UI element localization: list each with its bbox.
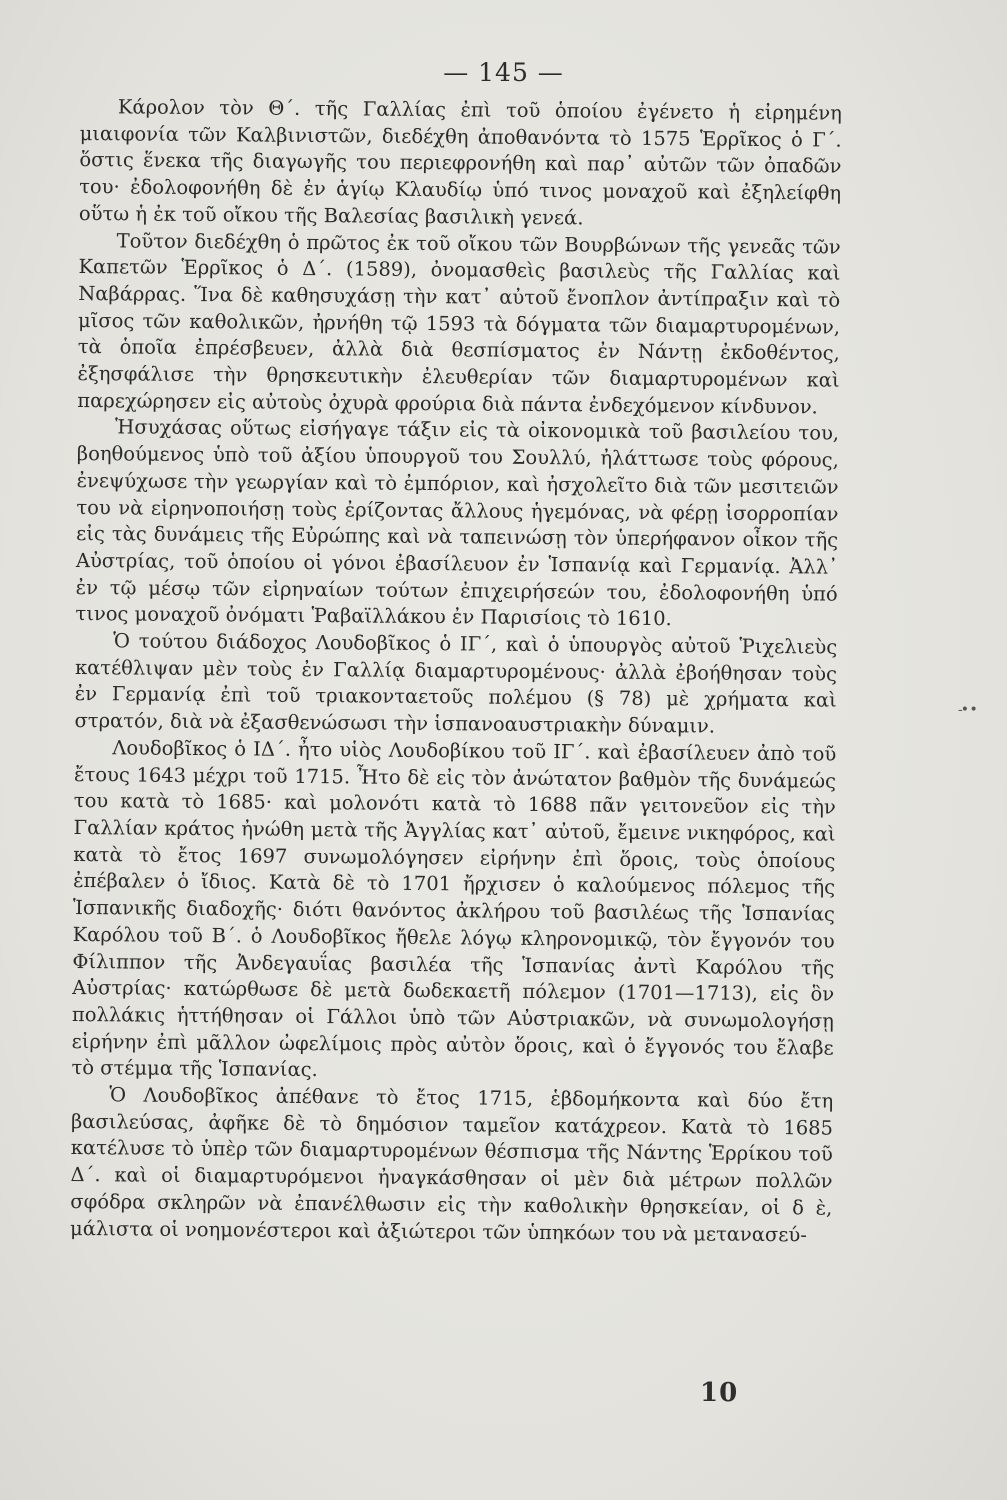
paragraph-6: Ὁ Λουδοβῖκος ἀπέθανε τὸ ἔτος 1715, ἑβδομήκοντα καὶ δύο ἔτη βασιλεύσας, ἀφῆκε δὲ τὸ δημόσιον ταμεῖον κατάχρεον. Κατὰ τὸ 1685 κατέλυσε τὸ ὑπὲρ τῶν διαμαρτυρομένων θέσπισμα τῆς Νάντης Ἑρρίκου τοῦ Δ΄. καὶ οἱ διαμαρτυρόμενοι ἠναγκάσθησαν οἱ μὲν διὰ μέτρων πολλῶν σφόδρα σκληρῶν νὰ ἐπανέλθωσιν εἰς τὴν καθολικὴν θρησκείαν, οἱ δ ὲ, μάλιστα οἱ νοημονέστεροι καὶ ἀξιώτεροι τῶν ὑπηκόων του νὰ μετανασεύ- [70,1083,834,1246]
paragraph-2: Τοῦτον διεδέχθη ὁ πρῶτος ἐκ τοῦ οἴκου τῶν Βουρβώνων τῆς γενεᾶς τῶν Καπετῶν Ἑρρῖκος ὁ Δ΄. (1589), ὀνομασθεὶς βασιλεὺς τῆς Γαλλίας καὶ Ναβάρρας. Ἵνα δὲ καθησυχάσῃ τὴν κατ᾽ αὐτοῦ ἔνοπλον ἀντίπραξιν καὶ τὸ μῖσος τῶν καθολικῶν, ἠρνήθη τῷ 1593 τὰ δόγματα τῶν διαμαρτυρομένων, τὰ ὁποῖα ἐπρέσβευεν, ἀλλὰ διὰ θεσπίσματος ἐν Νάντῃ ἐκδοθέντος, ἐξησφάλισε τὴν θρησκευτικὴν ἐλευθερίαν τῶν διαμαρτυρομένων καὶ παρεχώρησεν εἰς αὐτοὺς ὀχυρὰ φρούρια διὰ πάντα ἐνδεχόμενον κίνδυνον. [77,228,841,419]
paragraph-1: Κάρολον τὸν Θ΄. τῆς Γαλλίας ἐπὶ τοῦ ὁποίου ἐγένετο ἡ εἰρημένη μιαιφονία τῶν Καλβινιστῶν, διεδέχθη ἀποθανόντα τὸ 1575 Ἑρρῖκος ὁ Γ΄. ὅστις ἕνεκα τῆς διαγωγῆς του περιεφρονήθη καὶ παρ᾽ αὐτῶν τῶν ὀπαδῶν του· ἐδολοφονήθη δὲ ἐν ἁγίῳ Κλαυδίῳ ὑπό τινος μοναχοῦ καὶ ἐξηλείφθη οὕτω ἡ ἐκ τοῦ οἴκου τῆς Βαλεσίας βασιλικὴ γενεά. [78,95,842,230]
paragraph-5: Λουδοβῖκος ὁ ΙΔ΄. ἦτο υἱὸς Λουδοβίκου τοῦ ΙΓ΄. καὶ ἐβασίλευεν ἀπὸ τοῦ ἔτους 1643 μέχρι τοῦ 1715. Ἦτο δὲ εἰς τὸν ἀνώτατον βαθμὸν τῆς δυνάμεώς του κατὰ τὸ 1685· καὶ μολονότι κατὰ τὸ 1688 πᾶν γειτονεῦον εἰς τὴν Γαλλίαν κράτος ἠνώθη μετὰ τῆς Ἀγγλίας κατ᾽ αὐτοῦ, ἔμεινε νικηφόρος, καὶ κατὰ τὸ ἔτος 1697 συνωμολόγησεν εἰρήνην ἐπὶ ὅροις, τοὺς ὁποίους ἐπέβαλεν ὁ ἴδιος. Κατὰ δὲ τὸ 1701 ἤρχισεν ὁ καλούμενος πόλεμος τῆς Ἱσπανικῆς διαδοχῆς· διότι θανόντος ἀκλήρου τοῦ βασιλέως τῆς Ἱσπανίας Καρόλου τοῦ Β΄. ὁ Λουδοβῖκος ἤθελε λόγῳ κληρονομικῷ, τὸν ἔγγονόν του Φίλιππον τῆς Ἀνδεγαυΐας βασιλέα τῆς Ἱσπανίας ἀντὶ Καρόλου τῆς Αὐστρίας· κατώρθωσε δὲ μετὰ δωδεκαετῆ πόλεμον (1701—1713), εἰς ὃν πολλάκις ἡττήθησαν οἱ Γάλλοι ὑπὸ τῶν Αὐστριακῶν, νὰ συνωμολογήσῃ εἰρήνην ἐπὶ μᾶλλον ὠφελίμοις πρὸς αὐτὸν ὅροις, καὶ ὁ ἔγγονός του ἔλαβε τὸ στέμμα τῆς Ἱσπανίας. [71,736,837,1082]
paragraph-4: Ὁ τούτου διάδοχος Λουδοβῖκος ὁ ΙΓ΄, καὶ ὁ ὑπουργὸς αὐτοῦ Ῥιχελιεὺς κατέθλιψαν μὲν τοὺς ἐν Γαλλίᾳ διαμαρτυρομένους· ἀλλὰ ἐβοήθησαν τοὺς ἐν Γερμανίᾳ ἐπὶ τοῦ τριακονταετοῦς πολέμου (§ 78) μὲ χρήματα καὶ στρατόν, διὰ νὰ ἐξασθενώσωσι τὴν ἱσπανοαυστριακὴν δύναμιν. [74,629,838,738]
page-number: — 145 — [443,58,564,87]
paragraph-3: Ἡσυχάσας οὕτως εἰσήγαγε τάξιν εἰς τὰ οἰκονομικὰ τοῦ βασιλείου του, βοηθούμενος ὑπὸ τοῦ ἀξίου ὑπουργοῦ του Σουλλύ, ἠλάττωσε τοὺς φόρους, ἐνεψύχωσε τὴν γεωργίαν καὶ τὸ ἐμπόριον, καὶ ἠσχολεῖτο διὰ τῶν μεσιτειῶν του νὰ εἰρηνοποιήσῃ τοὺς ἐρίζοντας ἄλλους ἡγεμόνας, νὰ φέρῃ ἰσορροπίαν εἰς τὰς δυνάμεις τῆς Εὐρώπης καὶ νὰ ταπεινώσῃ τὸν ὑπερήφανον οἶκον τῆς Αὐστρίας, τοῦ ὁποίου οἱ γόνοι ἐβασίλευον ἐν Ἱσπανίᾳ καὶ Γερμανίᾳ. Ἀλλ᾽ ἐν τῷ μέσῳ τῶν εἰρηναίων τούτων ἐπιχειρήσεών του, ἐδολοφονήθη ὑπό τινος μοναχοῦ ὀνόματι Ῥαβαϊλλάκου ἐν Παρισίοις τὸ 1610. [75,415,840,631]
body-text [70,94,842,1249]
margin-mark: -• • [958,702,976,718]
signature-mark: 10 [700,1378,739,1408]
